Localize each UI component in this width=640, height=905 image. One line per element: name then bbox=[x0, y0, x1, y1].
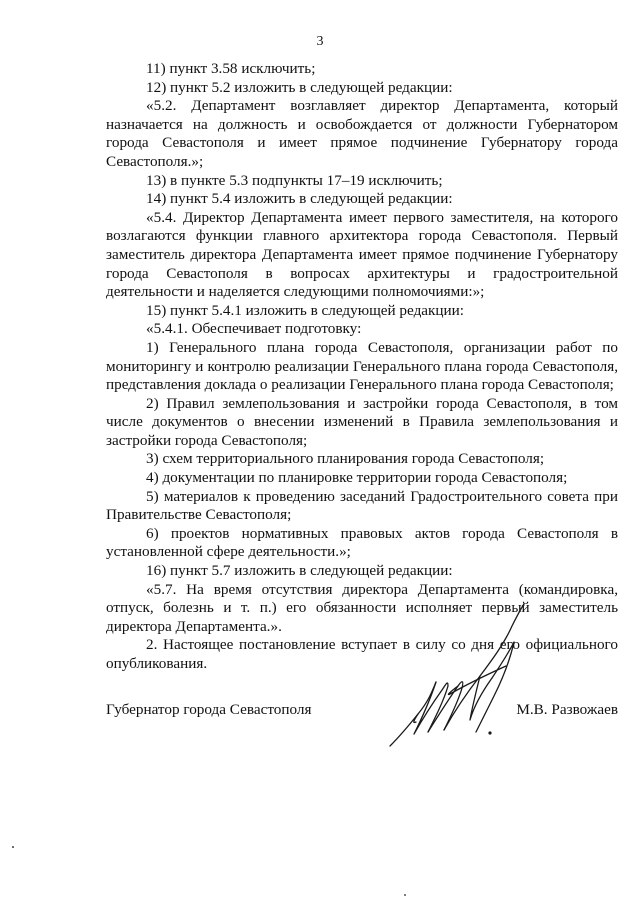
paragraph-5-4-text: «5.4. Директор Департамента имеет первого заместителя, на которого возлагаются функции главного архитектора города Севастополя. Первый заместитель директора Департамента имеет прямое подчинение Губернатору города Севастополя в вопросах архитектуры и градостроительной деятельности и наделяется следующими полномочиями:»; bbox=[106, 208, 618, 301]
paragraph-5-7-text: «5.7. На время отсутствия директора Департамента (командировка, отпуск, болезнь и т. п.) его обязанности исполняет первый заместитель директора Департамента.». bbox=[106, 580, 618, 635]
scan-speck bbox=[404, 894, 406, 896]
subitem-4: 4) документации по планировке территории города Севастополя; bbox=[146, 469, 568, 487]
handwritten-signature-icon bbox=[388, 596, 538, 771]
paragraph-item-12: 12) пункт 5.2 изложить в следующей редакции: bbox=[146, 78, 453, 96]
paragraph-item-15: 15) пункт 5.4.1 изложить в следующей редакции: bbox=[146, 301, 465, 319]
subitem-2: 2) Правил землепользования и застройки города Севастополя, в том числе документов о внесении изменений в Правила землепользования и застройки города Севастополя; bbox=[106, 394, 618, 449]
signature-block bbox=[106, 701, 618, 721]
paragraph-effective-date: 2. Настоящее постановление вступает в силу со дня его официального опубликования. bbox=[106, 636, 618, 672]
subitem-5: 5) материалов к проведению заседаний Градостроительного совета при Правительстве Севастополя; bbox=[106, 487, 618, 524]
signer-title: Губернатор города Севастополя bbox=[106, 701, 312, 718]
paragraph-item-11: 11) пункт 3.58 исключить; bbox=[146, 60, 316, 77]
subitem-3: 3) схем территориального планирования города Севастополя; bbox=[146, 450, 545, 468]
signer-name: М.В. Развожаев bbox=[516, 701, 618, 718]
subitem-1: 1) Генерального плана города Севастополя, организации работ по мониторингу и контролю реализации Генерального плана города Севастополя, представления доклада о реализации Генерального плана города Севастополя; bbox=[106, 338, 618, 394]
subitem-6: 6) проектов нормативных правовых актов города Севастополя в установленной сфере деятельности.»; bbox=[106, 524, 618, 561]
paragraph-5-2-text: «5.2. Департамент возглавляет директор Департамента, который назначается на должность и освобождается от должности Губернатором города Севастополя и имеет прямое подчинение Губернатору города Севастополя.»; bbox=[106, 97, 618, 170]
paragraph-item-13: 13) в пункте 5.3 подпункты 17–19 исключить; bbox=[146, 171, 443, 189]
document-body bbox=[106, 60, 618, 674]
scan-speck bbox=[12, 846, 14, 848]
paragraph-item-16: 16) пункт 5.7 изложить в следующей редакции: bbox=[146, 562, 453, 580]
page-number: 3 bbox=[316, 34, 324, 49]
paragraph-5-4-1-intro: «5.4.1. Обеспечивает подготовку: bbox=[146, 320, 362, 338]
paragraph-item-14: 14) пункт 5.4 изложить в следующей редакции: bbox=[146, 190, 453, 208]
